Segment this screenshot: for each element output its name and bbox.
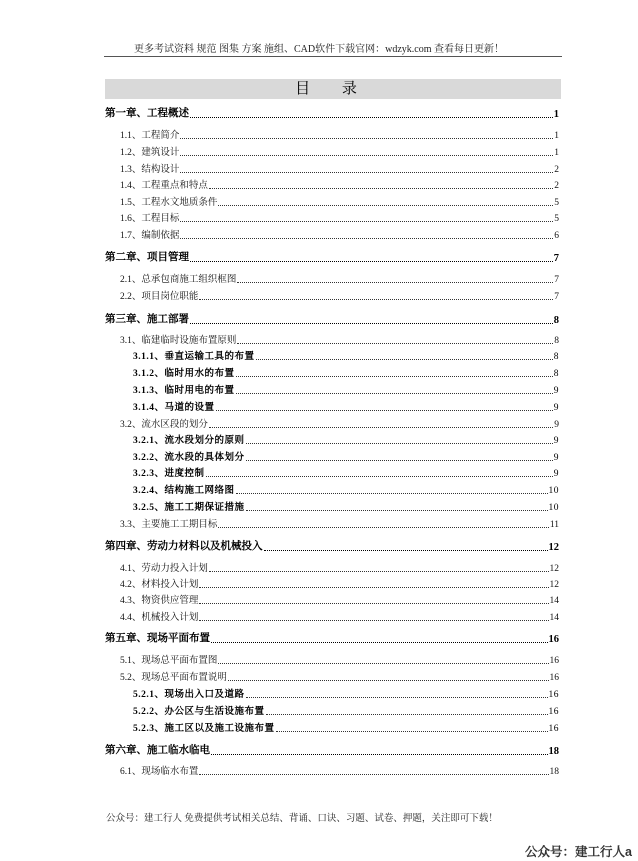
toc-entry-label: 第六章、施工临水临电	[105, 745, 210, 756]
toc-entry-label: 1.3、结构设计	[120, 165, 180, 175]
toc-entry-label: 5.2.2、办公区与生活设施布置	[133, 707, 265, 717]
toc-leader-dots	[190, 261, 553, 262]
toc-entry-page: 2	[554, 165, 559, 175]
toc-leader-dots	[218, 205, 553, 206]
toc-entry-page: 9	[553, 386, 559, 396]
toc-entry-page: 7	[553, 253, 559, 264]
toc-leader-dots	[236, 376, 553, 377]
toc-entry-page: 10	[548, 486, 559, 496]
watermark-text: 公众号：建工行人a	[525, 845, 632, 859]
toc-entry-label: 3.3、主要施工工期目标	[120, 520, 218, 530]
toc-leader-dots	[264, 550, 548, 551]
toc-entry[interactable]	[133, 720, 559, 734]
toc-entry-page: 18	[549, 767, 559, 777]
toc-entry-page: 1	[553, 109, 559, 120]
toc-entry-label: 1.2、建筑设计	[120, 148, 180, 158]
toc-leader-dots	[218, 663, 548, 664]
toc-entry-page: 1	[554, 148, 559, 158]
page-footer: 公众号：建工行人 免费提供考试相关总结、背诵、口诀、习题、试卷、押题，关注即可下载！	[106, 814, 498, 824]
toc-entry-page: 11	[549, 520, 559, 530]
toc-entry-label: 5.1、现场总平面布置图	[120, 656, 218, 666]
toc-entry[interactable]	[120, 669, 559, 683]
toc-entry-label: 1.1、工程简介	[120, 131, 180, 141]
toc-entry[interactable]	[105, 630, 559, 645]
toc-entry-label: 1.5、工程水文地质条件	[120, 198, 218, 208]
toc-entry-page: 8	[553, 352, 559, 362]
toc-entry-label: 3.1.3、临时用电的布置	[133, 386, 235, 396]
toc-entry[interactable]	[133, 382, 559, 396]
toc-leader-dots	[209, 188, 553, 189]
toc-leader-dots	[190, 323, 553, 324]
toc-entry[interactable]	[105, 742, 559, 757]
toc-entry-page: 9	[553, 436, 559, 446]
toc-leader-dots	[206, 476, 553, 477]
toc-entry-page: 8	[554, 336, 559, 346]
toc-entry-page: 16	[548, 634, 559, 645]
toc-entry[interactable]	[133, 365, 559, 379]
toc-entry[interactable]	[105, 249, 559, 264]
toc-entry-page: 7	[554, 292, 559, 302]
toc-entry-label: 5.2.1、现场出入口及道路	[133, 690, 245, 700]
toc-entry-label: 3.1、临建临时设施布置原则	[120, 336, 237, 346]
toc-entry-page: 8	[553, 315, 559, 326]
toc-title: 目 录	[105, 79, 561, 99]
toc-entry[interactable]	[133, 432, 559, 446]
toc-entry[interactable]	[133, 703, 559, 717]
toc-entry-page: 16	[549, 673, 559, 683]
toc-entry-label: 第五章、现场平面布置	[105, 633, 210, 644]
toc-entry-label: 第三章、施工部署	[105, 314, 189, 325]
toc-entry[interactable]	[120, 516, 559, 530]
toc-leader-dots	[236, 493, 548, 494]
toc-entry-label: 3.2.3、进度控制	[133, 469, 205, 479]
toc-leader-dots	[180, 172, 553, 173]
toc-entry-label: 2.2、项目岗位职能	[120, 292, 199, 302]
toc-entry-label: 3.2.5、施工工期保证措施	[133, 503, 245, 513]
toc-leader-dots	[199, 774, 548, 775]
toc-entry-label: 第二章、项目管理	[105, 252, 189, 263]
header-divider	[104, 56, 562, 57]
toc-leader-dots	[209, 427, 553, 428]
toc-entry-label: 3.2.4、结构施工网络图	[133, 486, 235, 496]
toc-leader-dots	[180, 221, 553, 222]
toc-leader-dots	[180, 238, 553, 239]
toc-leader-dots	[246, 510, 548, 511]
toc-entry-label: 1.7、编制依据	[120, 231, 180, 241]
toc-entry[interactable]	[120, 161, 559, 175]
toc-entry-page: 14	[549, 613, 559, 623]
toc-entry[interactable]	[120, 332, 559, 346]
toc-leader-dots	[246, 460, 553, 461]
toc-entry[interactable]	[120, 609, 559, 623]
toc-leader-dots	[246, 697, 548, 698]
toc-leader-dots	[211, 754, 548, 755]
toc-entry-page: 12	[549, 580, 559, 590]
toc-entry-page: 8	[553, 369, 559, 379]
toc-entry-page: 5	[554, 198, 559, 208]
toc-entry-page: 9	[553, 403, 559, 413]
toc-leader-dots	[180, 155, 553, 156]
toc-entry-label: 5.2.3、施工区以及施工设施布置	[133, 724, 275, 734]
toc-entry-label: 4.1、劳动力投入计划	[120, 564, 208, 574]
toc-entry-label: 4.4、机械投入计划	[120, 613, 199, 623]
toc-entry[interactable]	[133, 348, 559, 362]
toc-entry[interactable]	[105, 105, 559, 120]
toc-entry-page: 12	[549, 564, 559, 574]
toc-leader-dots	[228, 680, 549, 681]
toc-entry[interactable]	[120, 177, 559, 191]
toc-entry-page: 10	[548, 503, 559, 513]
toc-entry[interactable]	[120, 652, 559, 666]
toc-entry[interactable]	[120, 763, 559, 777]
toc-leader-dots	[237, 282, 553, 283]
toc-entry-page: 16	[549, 656, 559, 666]
toc-entry-page: 14	[549, 596, 559, 606]
toc-entry[interactable]	[133, 482, 559, 496]
toc-entry[interactable]	[105, 538, 559, 553]
toc-leader-dots	[237, 343, 553, 344]
toc-entry-label: 1.6、工程目标	[120, 214, 180, 224]
toc-entry-page: 18	[548, 746, 559, 757]
toc-leader-dots	[256, 359, 553, 360]
toc-entry-label: 1.4、工程重点和特点	[120, 181, 208, 191]
toc-entry-page: 16	[548, 690, 559, 700]
toc-entry-label: 3.1.1、垂直运输工具的布置	[133, 352, 255, 362]
toc-leader-dots	[199, 587, 548, 588]
toc-entry[interactable]	[133, 499, 559, 513]
toc-leader-dots	[190, 117, 553, 118]
toc-entry-page: 9	[553, 453, 559, 463]
page-header: 更多考试资料 规范 图集 方案 施组、CAD软件下载官网：wdzyk.com 查看每日更新！	[134, 44, 504, 55]
toc-leader-dots	[209, 571, 549, 572]
toc-leader-dots	[236, 393, 553, 394]
toc-entry[interactable]	[120, 227, 559, 241]
toc-entry-label: 6.1、现场临水布置	[120, 767, 199, 777]
toc-leader-dots	[199, 603, 548, 604]
toc-entry-page: 16	[548, 724, 559, 734]
toc-entry[interactable]	[105, 311, 559, 326]
toc-entry[interactable]	[133, 399, 559, 413]
toc-leader-dots	[246, 443, 553, 444]
toc-leader-dots	[218, 527, 548, 528]
toc-entry[interactable]	[120, 560, 559, 574]
toc-entry-page: 6	[554, 231, 559, 241]
toc-entry[interactable]	[133, 449, 559, 463]
toc-entry[interactable]	[120, 592, 559, 606]
toc-entry-label: 5.2、现场总平面布置说明	[120, 673, 227, 683]
toc-entry[interactable]	[120, 416, 559, 430]
toc-entry-page: 9	[554, 420, 559, 430]
toc-entry-page: 7	[554, 275, 559, 285]
toc-entry-label: 2.1、总承包商施工组织框图	[120, 275, 237, 285]
toc-entry-label: 3.1.4、马道的设置	[133, 403, 215, 413]
toc-entry[interactable]	[120, 576, 559, 590]
toc-entry[interactable]	[133, 686, 559, 700]
toc-entry[interactable]	[133, 465, 559, 479]
toc-entry[interactable]	[120, 210, 559, 224]
toc-entry[interactable]	[120, 194, 559, 208]
toc-entry[interactable]	[120, 271, 559, 285]
toc-entry-page: 2	[554, 181, 559, 191]
toc-entry-label: 3.2、流水区段的划分	[120, 420, 208, 430]
toc-leader-dots	[266, 714, 548, 715]
toc-entry[interactable]	[120, 144, 559, 158]
toc-entry-page: 16	[548, 707, 559, 717]
toc-entry-page: 1	[554, 131, 559, 141]
toc-entry-label: 第一章、工程概述	[105, 108, 189, 119]
toc-entry-page: 9	[553, 469, 559, 479]
toc-entry-label: 4.3、物资供应管理	[120, 596, 199, 606]
toc-leader-dots	[199, 620, 548, 621]
toc-entry[interactable]	[120, 288, 559, 302]
toc-leader-dots	[180, 138, 553, 139]
toc-entry-page: 12	[548, 542, 559, 553]
toc-entry-label: 3.2.1、流水段划分的原则	[133, 436, 245, 446]
toc-leader-dots	[199, 299, 553, 300]
toc-entry-label: 3.1.2、临时用水的布置	[133, 369, 235, 379]
toc-leader-dots	[211, 642, 548, 643]
toc-leader-dots	[216, 410, 553, 411]
toc-entry-page: 5	[554, 214, 559, 224]
toc-entry-label: 3.2.2、流水段的具体划分	[133, 453, 245, 463]
toc-entry[interactable]	[120, 127, 559, 141]
toc-leader-dots	[276, 731, 548, 732]
toc-entry-label: 4.2、材料投入计划	[120, 580, 199, 590]
toc-entry-label: 第四章、劳动力材料以及机械投入	[105, 541, 263, 552]
